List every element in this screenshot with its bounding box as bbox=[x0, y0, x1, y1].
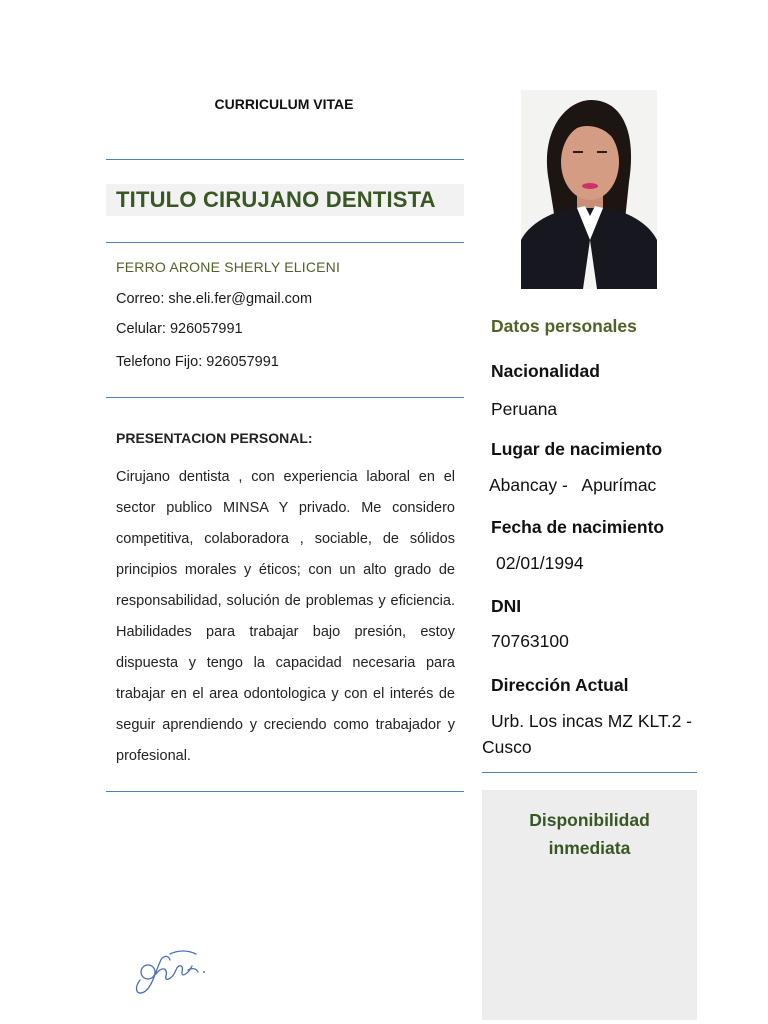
contact-name: FERRO ARONE SHERLY ELICENI bbox=[116, 259, 341, 275]
contact-email: Correo: she.eli.fer@gmail.com bbox=[116, 291, 313, 307]
profile-photo bbox=[521, 90, 657, 289]
dni-value: 70763100 bbox=[491, 631, 569, 651]
presentation-text: Cirujano dentista , con experiencia laboral en el sector publico MINSA Y privado. Me considero competitiva, colaboradora , sociable, de sólidos principios morales y éticos; con un alto grado de responsabilidad, solución de problemas y eficiencia. Habilidades para trabajar bajo presión, estoy dispuesta y tengo la capacidad necesaria para trabajar en el area odontologica y con el interés de seguir aprendiendo y creciendo como trabajador y profesional. bbox=[116, 469, 455, 764]
dni-label: DNI bbox=[491, 596, 522, 616]
availability-box bbox=[482, 790, 697, 1020]
contact-landline: Telefono Fijo: 926057991 bbox=[116, 354, 279, 370]
divider bbox=[106, 791, 464, 792]
nationality-value: Peruana bbox=[491, 399, 558, 419]
profession-title-box bbox=[106, 184, 464, 216]
divider bbox=[106, 397, 464, 398]
address-line-2: Cusco bbox=[482, 737, 532, 757]
availability-line-1: Disponibilidad bbox=[529, 810, 650, 830]
profession-title: TITULO CIRUJANO DENTISTA bbox=[116, 187, 436, 212]
personal-data-heading: Datos personales bbox=[491, 316, 637, 336]
address-label: Dirección Actual bbox=[491, 675, 629, 695]
birthdate-label: Fecha de nacimiento bbox=[491, 517, 665, 537]
availability-line-2: inmediata bbox=[548, 838, 631, 858]
address-line-1: Urb. Los incas MZ KLT.2 - bbox=[491, 711, 692, 731]
birthdate-value: 02/01/1994 bbox=[496, 553, 584, 573]
contact-cell-phone: Celular: 926057991 bbox=[116, 321, 243, 337]
nationality-label: Nacionalidad bbox=[491, 361, 600, 381]
divider bbox=[482, 772, 697, 773]
divider bbox=[106, 242, 464, 243]
divider bbox=[106, 159, 464, 160]
signature-image bbox=[126, 940, 210, 1000]
document-heading: CURRICULUM VITAE bbox=[214, 96, 354, 112]
birthplace-value: Abancay - Apurímac bbox=[489, 475, 657, 495]
availability-text bbox=[482, 806, 697, 862]
birthplace-label: Lugar de nacimiento bbox=[491, 439, 663, 459]
presentation-heading: PRESENTACION PERSONAL: bbox=[116, 430, 313, 446]
